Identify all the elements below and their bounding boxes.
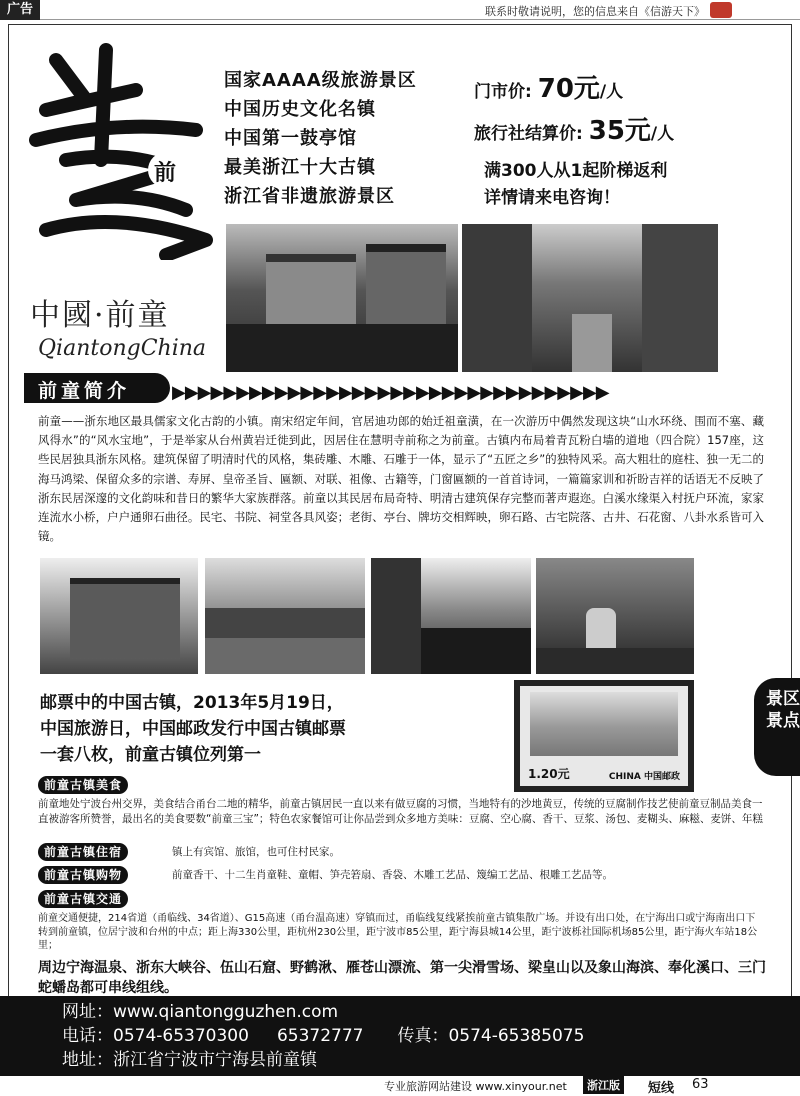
address: 浙江省宁波市宁海县前童镇 bbox=[113, 1050, 317, 1070]
honor-title: 最美浙江十大古镇 bbox=[224, 157, 376, 178]
ad-label: 广告 bbox=[0, 0, 40, 20]
agency-price bbox=[474, 110, 674, 147]
intro-text: 前童——浙东地区最具儒家文化古韵的小镇。南宋绍定年间，官居迪功郎的始迁祖童潢，在一次游历中偶然发现这块“山水环绕、围而不塞、藏风得水”的“风水宝地”，于是举家从台州黄岩迁徙到此，因居住在慧明寺前称之为前童。古镇内布局着青瓦粉白墙的道地（四合院）157座，这些民居独具浙东风格。建筑保留了明清时代的风格，集砖雕、木雕、石雕于一体，显示了“五匠之乡”的独特风采。高大粗壮的庭柱、独一无二的海马鸿梁、保留众多的宗谱、寿屏、皇帝圣旨、匾额、对联、祖像、古籍等，门窗匾额的一首首诗词，一篇篇家训和祈盼吉祥的话语无不反映了浙东民居深邃的文化韵味和昔日的繁华大家族群落。前童以其民居布局奇特、明清古建筑保存完整而著声遐迩。白溪水缘渠入村抚户环流，家家连流水小桥，户户通卵石曲径。民宅、书院、祠堂各具风姿；老街、亭台、牌坊交相辉映，卵石路、古宅院落、古井、石花窗、八卦水系皆可入镜。 bbox=[38, 414, 764, 544]
fax-number: 0574-65385075 bbox=[448, 1026, 585, 1046]
page-footer bbox=[0, 1076, 800, 1096]
stay-text: 镇上有宾馆、旅馆，也可住村民家。 bbox=[172, 846, 340, 858]
stamp-image bbox=[520, 686, 688, 786]
side-tab-line: 景点 bbox=[766, 711, 800, 731]
web-link[interactable]: www.qiantongguzhen.com bbox=[113, 1002, 339, 1022]
shopping-label: 前童古镇购物 bbox=[38, 866, 128, 884]
intro-heading: 前童简介 bbox=[24, 373, 170, 403]
tel-primary: 0574-65370300 bbox=[113, 1026, 249, 1046]
magazine-logo-icon bbox=[710, 2, 732, 18]
contact-band bbox=[0, 996, 800, 1076]
ticket-price bbox=[474, 68, 623, 105]
stamp-headline bbox=[40, 690, 500, 768]
web-label: 网址： bbox=[62, 1002, 113, 1022]
stamp-headline-line: 邮票中的中国古镇，2013年5月19日， bbox=[40, 693, 344, 713]
food-text: 前童地处宁波台州交界，美食结合甬台二地的精华，前童古镇居民一直以来有做豆腐的习惯，当地特有的沙地黄豆，传统的豆腐制作技艺使前童豆制品美食一直被游客所赞誉，最出名的美食要数“前童三宝”；特色农家餐馆可让你品尝到众多地方美味：豆腐、空心腐、香干、豆浆、汤包、麦糊头、麻糍、麦饼、年糕 bbox=[38, 798, 763, 825]
page-number: 63 bbox=[692, 1077, 709, 1092]
honor-titles bbox=[224, 66, 417, 211]
footer-edition: 浙江版 bbox=[583, 1076, 624, 1094]
logo-en-text: QiantongChina bbox=[38, 336, 207, 361]
contact-addr-row bbox=[62, 1048, 738, 1072]
intro-arrows: ▶▶▶▶▶▶▶▶▶▶▶▶▶▶▶▶▶▶▶▶▶▶▶▶▶▶▶▶▶▶▶▶▶▶ bbox=[172, 382, 609, 403]
agency-price-label: 旅行社结算价: bbox=[474, 124, 583, 144]
ticket-price-label: 门市价: bbox=[474, 82, 532, 102]
side-tab-line: 景区 bbox=[766, 689, 800, 709]
promo-line: 详情请来电咨询！ bbox=[484, 188, 620, 208]
logo-small-char: 前 bbox=[154, 160, 177, 186]
stay-label: 前童古镇住宿 bbox=[38, 843, 128, 861]
photo-old-street bbox=[462, 224, 718, 372]
honor-title: 国家AAAA级旅游景区 bbox=[224, 70, 417, 91]
nearby-attractions: 周边宁海温泉、浙东大峡谷、伍山石窟、野鹤湫、雁苍山漂流、第一尖滑雪场、梁皇山以及象山海滨、奉化溪口、三门蛇蟠岛都可串线组线。 bbox=[38, 960, 766, 996]
agency-price-unit: /人 bbox=[650, 124, 675, 144]
stamp-headline-line: 中国旅游日，中国邮政发行中国古镇邮票 bbox=[40, 719, 346, 739]
side-category-tab bbox=[754, 678, 800, 776]
contact-web-row bbox=[62, 1000, 738, 1024]
honor-title: 中国第一鼓亭馆 bbox=[224, 128, 357, 149]
promo-text bbox=[484, 158, 667, 212]
photo-washing-woman bbox=[536, 558, 694, 674]
ticket-price-value: 70元 bbox=[537, 74, 600, 104]
top-note: 联系时敬请说明，您的信息来自《信游天下》 bbox=[485, 5, 705, 18]
photo-canal-houses bbox=[226, 224, 458, 372]
agency-price-value: 35元 bbox=[588, 116, 651, 146]
honor-title: 中国历史文化名镇 bbox=[224, 99, 376, 120]
transport-label: 前童古镇交通 bbox=[38, 890, 128, 908]
honor-title: 浙江省非遗旅游景区 bbox=[224, 186, 395, 207]
stamp-value: 1.20元 bbox=[528, 767, 570, 781]
addr-label: 地址： bbox=[62, 1050, 113, 1070]
photo-town-square bbox=[205, 558, 365, 674]
ticket-price-unit: /人 bbox=[599, 82, 624, 102]
footer-section: 短线 bbox=[648, 1081, 675, 1096]
transport-text: 前童交通便捷，214省道（甬临线、34省道）、G15高速（甬台温高速）穿镇而过，甬临线复线紧挨前童古镇集散广场。并设有出口处，在宁海出口或宁海南出口下转到前童镇，位居宁波和台州的中点；距上海330公里，距杭州230公里，距宁波市85公里，距宁海县城14公里，距宁波栎社国际机场85公里，距宁海火车站18公里； bbox=[38, 913, 758, 951]
tel-secondary: 65372777 bbox=[276, 1026, 364, 1046]
logo-cn-text: 中國·前童 bbox=[30, 298, 170, 333]
calligraphy-logo-icon bbox=[16, 40, 216, 260]
footer-service: 专业旅游网站建设 www.xinyour.net bbox=[384, 1080, 567, 1093]
fax-label: 传真： bbox=[397, 1026, 449, 1046]
contact-tel-row bbox=[62, 1024, 738, 1048]
stamp-country: CHINA 中国邮政 bbox=[608, 772, 680, 782]
photo-water-lane bbox=[371, 558, 531, 674]
postage-stamp bbox=[514, 680, 694, 792]
promo-line: 满300人从1起阶梯返利 bbox=[484, 161, 668, 181]
stamp-headline-line: 一套八枚，前童古镇位列第一 bbox=[40, 745, 261, 765]
tel-label: 电话： bbox=[62, 1026, 113, 1046]
top-bar bbox=[0, 0, 800, 20]
photo-courtyard-wall bbox=[40, 558, 198, 674]
food-label: 前童古镇美食 bbox=[38, 776, 128, 794]
shopping-text: 前童香干、十二生肖童鞋、童帽、笋壳箬扇、香袋、木雕工艺品、篾编工艺品、根雕工艺品等。 bbox=[172, 869, 613, 881]
